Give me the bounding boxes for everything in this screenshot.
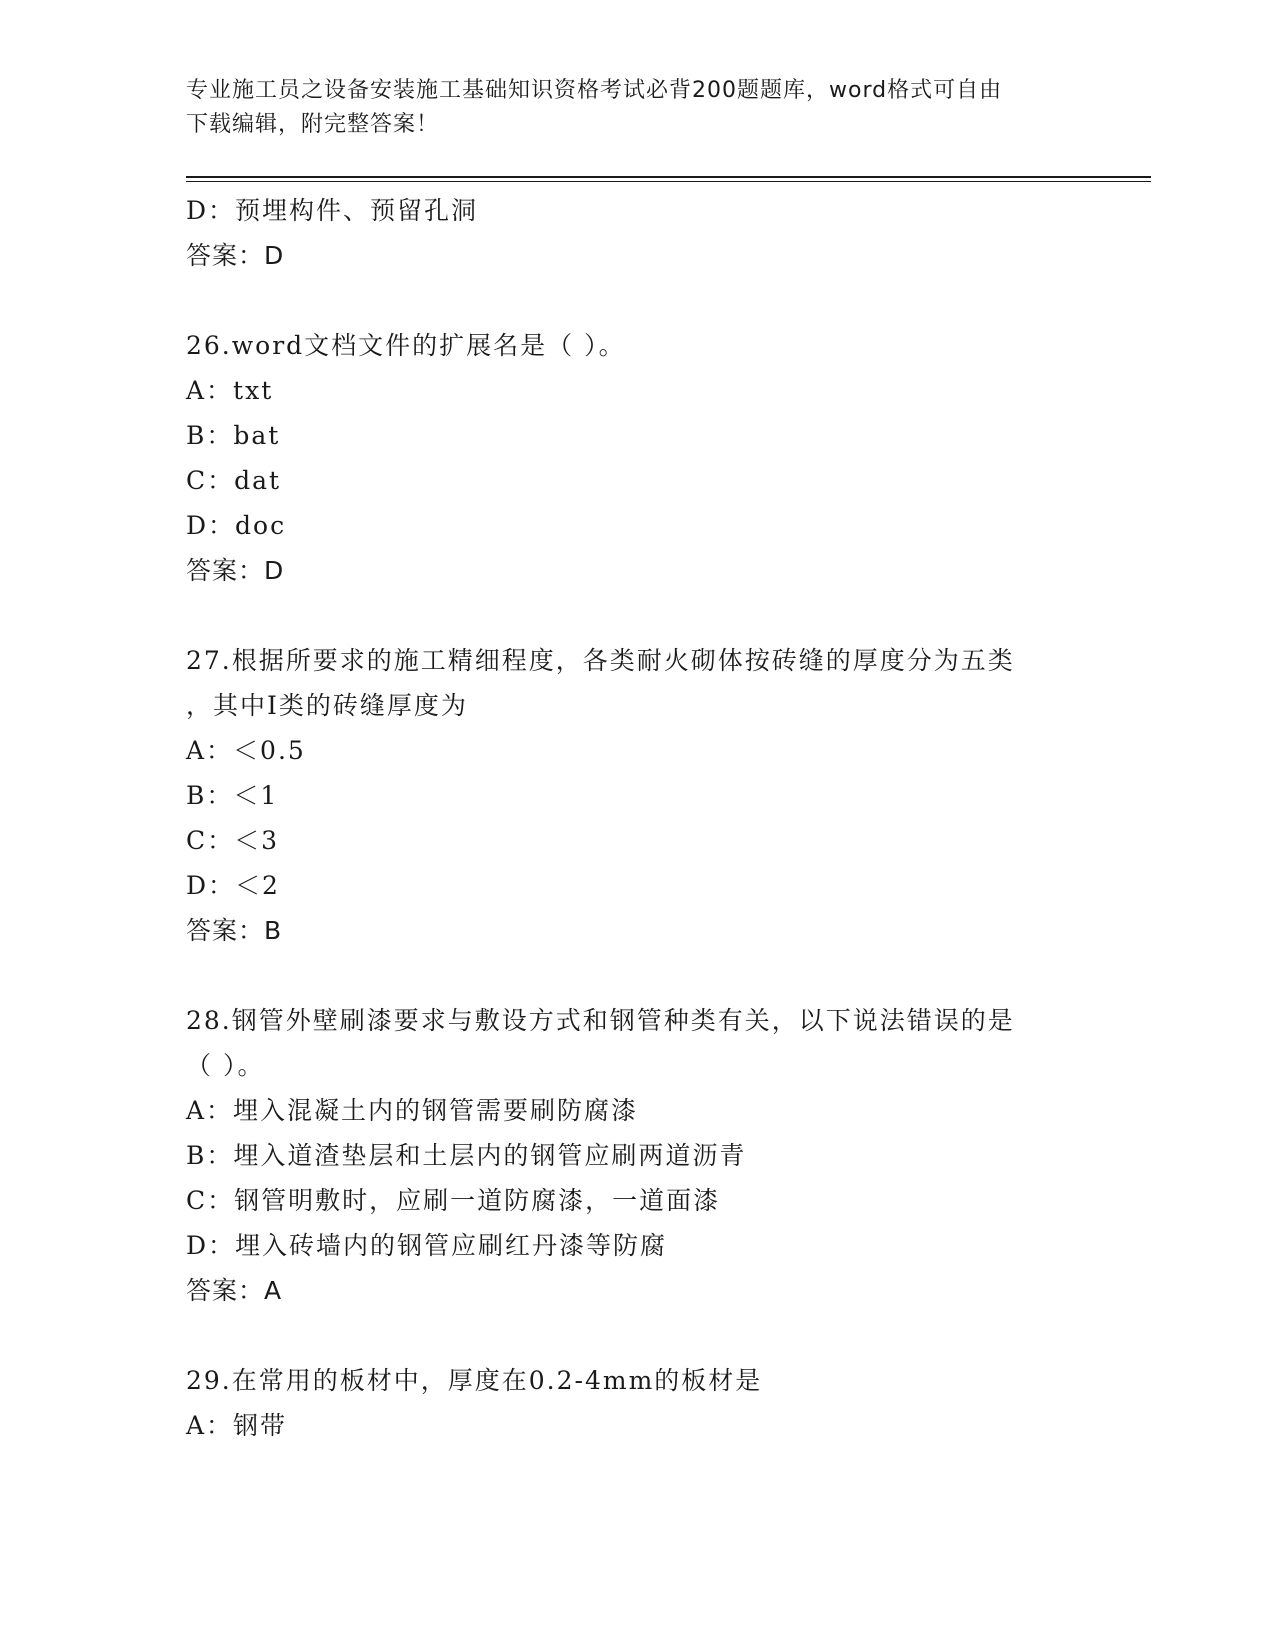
option-b: B：埋入道渣垫层和土层内的钢管应刷两道沥青 — [186, 1141, 747, 1170]
header-line-2: 下载编辑，附完整答案！ — [186, 112, 440, 137]
spacer — [186, 953, 1086, 998]
carryover-question — [186, 188, 1086, 278]
option-d: D：doc — [186, 511, 287, 540]
question-stem-line-1: 27.根据所要求的施工精细程度，各类耐火砌体按砖缝的厚度分为五类 — [186, 646, 1015, 675]
question-27 — [186, 638, 1086, 953]
question-28 — [186, 998, 1086, 1313]
answer-line: 答案：B — [186, 916, 283, 945]
option-d: D：埋入砖墙内的钢管应刷红丹漆等防腐 — [186, 1231, 668, 1260]
question-stem-line-2: ，其中I类的砖缝厚度为 — [186, 691, 468, 720]
option-c: C：dat — [186, 466, 282, 495]
answer-line: 答案：D — [186, 241, 285, 270]
question-29 — [186, 1358, 1086, 1448]
spacer — [186, 593, 1086, 638]
option-c: C：钢管明敷时，应刷一道防腐漆，一道面漆 — [186, 1186, 721, 1215]
option-b: B：bat — [186, 421, 281, 450]
document-body — [186, 188, 1086, 1448]
header-divider-thick — [186, 176, 1151, 178]
option-d: D：＜2 — [186, 871, 280, 900]
header-line-1: 专业施工员之设备安装施工基础知识资格考试必背200题题库，word格式可自由 — [186, 78, 1003, 103]
option-d: D：预埋构件、预留孔洞 — [186, 196, 479, 225]
answer-line: 答案：D — [186, 556, 285, 585]
document-header — [186, 74, 1106, 142]
question-stem: 29.在常用的板材中，厚度在0.2-4mm的板材是 — [186, 1366, 763, 1395]
question-stem-line-2: （ ）。 — [186, 1051, 265, 1080]
option-a: A：钢带 — [186, 1411, 288, 1440]
header-divider-thin — [186, 181, 1151, 182]
answer-line: 答案：A — [186, 1276, 283, 1305]
option-b: B：＜1 — [186, 781, 279, 810]
option-a: A：＜0.5 — [186, 736, 306, 765]
question-stem: 26.word文档文件的扩展名是（ ）。 — [186, 331, 626, 360]
option-a: A：txt — [186, 376, 274, 405]
question-stem-line-1: 28.钢管外壁刷漆要求与敷设方式和钢管种类有关，以下说法错误的是 — [186, 1006, 1015, 1035]
option-a: A：埋入混凝土内的钢管需要刷防腐漆 — [186, 1096, 639, 1125]
option-c: C：＜3 — [186, 826, 280, 855]
spacer — [186, 278, 1086, 323]
question-26 — [186, 323, 1086, 593]
spacer — [186, 1313, 1086, 1358]
